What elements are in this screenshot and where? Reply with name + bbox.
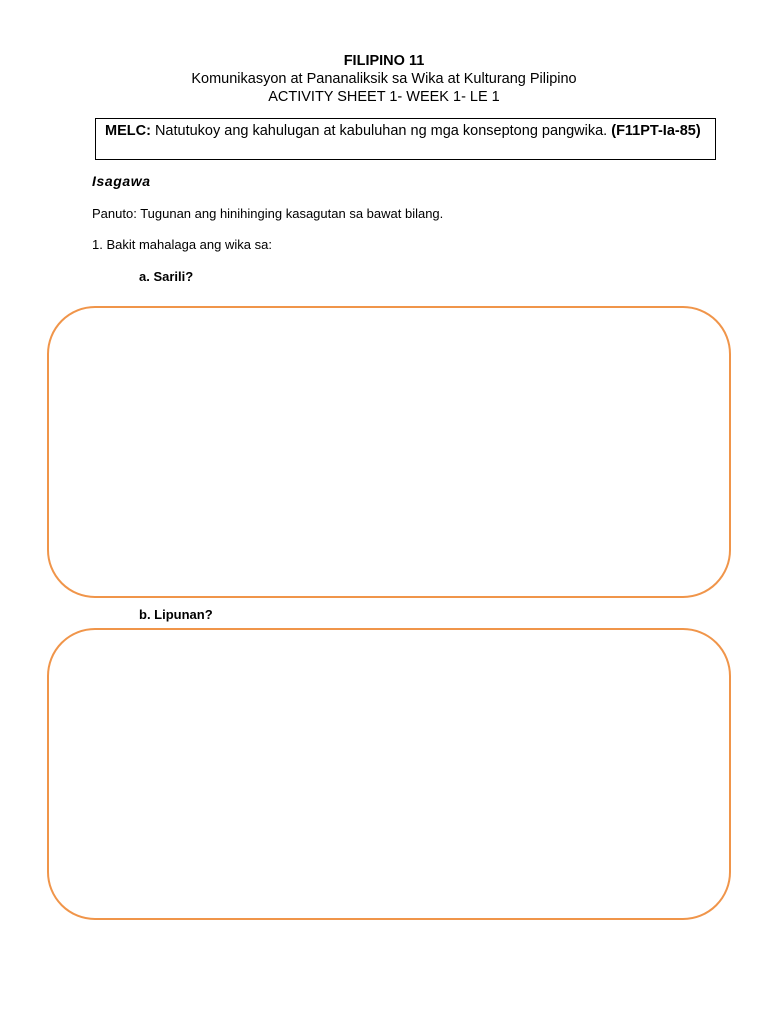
course-title: Komunikasyon at Pananaliksik sa Wika at Kulturang Pilipino	[191, 71, 577, 87]
melc-box	[95, 118, 716, 160]
answer-box-sarili[interactable]	[47, 306, 731, 598]
instructions-text: Panuto: Tugunan ang hinihinging kasagutan sa bawat bilang.	[92, 206, 444, 221]
answer-box-lipunan[interactable]	[47, 628, 731, 920]
sub-question-a: a. Sarili?	[139, 269, 194, 284]
sub-question-b: b. Lipunan?	[139, 607, 213, 622]
melc-code: (F11PT-Ia-85)	[611, 123, 701, 139]
melc-label: MELC:	[105, 123, 151, 139]
question-1: 1. Bakit mahalaga ang wika sa:	[92, 237, 272, 252]
melc-text: Natutukoy ang kahulugan at kabuluhan ng mga konseptong pangwika.	[154, 123, 608, 139]
document-header	[0, 53, 768, 106]
document-title: FILIPINO 11	[343, 53, 425, 69]
section-heading: Isagawa	[92, 173, 151, 189]
activity-sheet-label: ACTIVITY SHEET 1- WEEK 1- LE 1	[268, 89, 500, 105]
